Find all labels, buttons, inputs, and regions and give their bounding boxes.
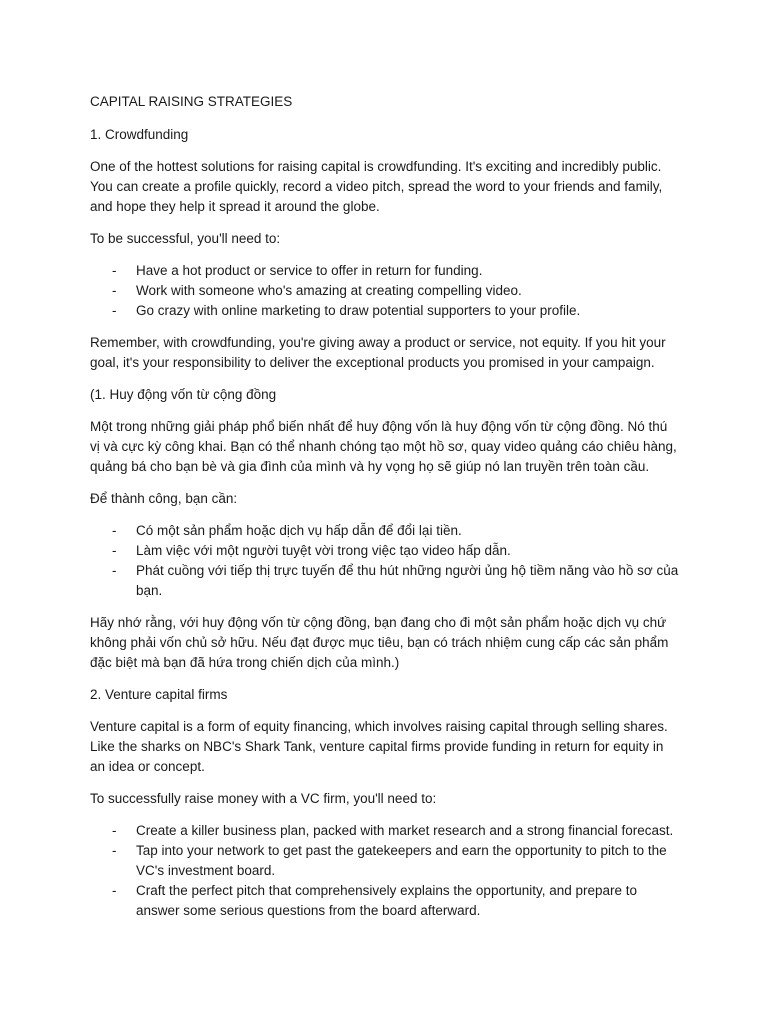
section-heading-crowdfunding-vi: (1. Huy động vốn từ cộng đồng xyxy=(90,387,277,402)
crowdfunding-need-intro: To be successful, you'll need to: xyxy=(90,231,281,246)
section-heading-crowdfunding: 1. Crowdfunding xyxy=(90,127,189,142)
list-item: - Create a killer business plan, packed with market research and a strong financial forecast. xyxy=(90,821,680,841)
crowdfunding-vi-intro: Một trong những giải pháp phổ biến nhất để huy động vốn là huy động vốn từ cộng đồng. Nó thú vị và cực kỳ công khai. Bạn có thể nhanh chóng tạo một hồ sơ, quay video quảng cáo chiêu hàng, quảng bá cho bạn bè và gia đình của mình và hy vọng họ sẽ giúp nó lan truyền trên toàn cầu. xyxy=(90,419,677,474)
document-page xyxy=(90,92,680,933)
crowdfunding-vi-closing: Hãy nhớ rằng, với huy động vốn từ cộng đồng, bạn đang cho đi một sản phẩm hoặc dịch vụ chứ không phải vốn chủ sở hữu. Nếu đạt được mục tiêu, bạn có trách nhiệm cung cấp các sản phẩm đặc biệt mà bạn đã hứa trong chiến dịch của mình.) xyxy=(90,615,669,670)
crowdfunding-vi-need-intro: Để thành công, bạn cần: xyxy=(90,491,238,506)
crowdfunding-closing: Remember, with crowdfunding, you're giving away a product or service, not equity. If you hit your goal, it's your responsibility to deliver the exceptional products you promised in your campaign. xyxy=(90,335,666,370)
list-item: - Có một sản phẩm hoặc dịch vụ hấp dẫn để đổi lại tiền. xyxy=(90,521,680,541)
venture-need-intro: To successfully raise money with a VC firm, you'll need to: xyxy=(90,791,437,806)
list-item: - Làm việc với một người tuyệt vời trong việc tạo video hấp dẫn. xyxy=(90,541,680,561)
list-item: - Go crazy with online marketing to draw potential supporters to your profile. xyxy=(90,301,680,321)
list-item: - Work with someone who's amazing at creating compelling video. xyxy=(90,281,680,301)
venture-needs-list xyxy=(90,821,680,921)
list-item: - Tap into your network to get past the gatekeepers and earn the opportunity to pitch to the VC's investment board. xyxy=(90,841,680,881)
document-title: CAPITAL RAISING STRATEGIES xyxy=(90,94,293,109)
section-heading-venture: 2. Venture capital firms xyxy=(90,687,228,702)
crowdfunding-needs-list xyxy=(90,261,680,321)
crowdfunding-vi-needs-list xyxy=(90,521,680,601)
list-item: - Have a hot product or service to offer in return for funding. xyxy=(90,261,680,281)
venture-intro: Venture capital is a form of equity financing, which involves raising capital through selling shares. Like the sharks on NBC's Shark Tank, venture capital firms provide funding in return for equity in an idea or concept. xyxy=(90,719,668,774)
list-item: - Phát cuồng với tiếp thị trực tuyến để thu hút những người ủng hộ tiềm năng vào hồ sơ của bạn. xyxy=(90,561,680,601)
crowdfunding-intro: One of the hottest solutions for raising capital is crowdfunding. It's exciting and incredibly public. You can create a profile quickly, record a video pitch, spread the word to your friends and family, and hope they help it spread it around the globe. xyxy=(90,159,663,214)
list-item: - Craft the perfect pitch that comprehensively explains the opportunity, and prepare to answer some serious questions from the board afterward. xyxy=(90,881,680,921)
